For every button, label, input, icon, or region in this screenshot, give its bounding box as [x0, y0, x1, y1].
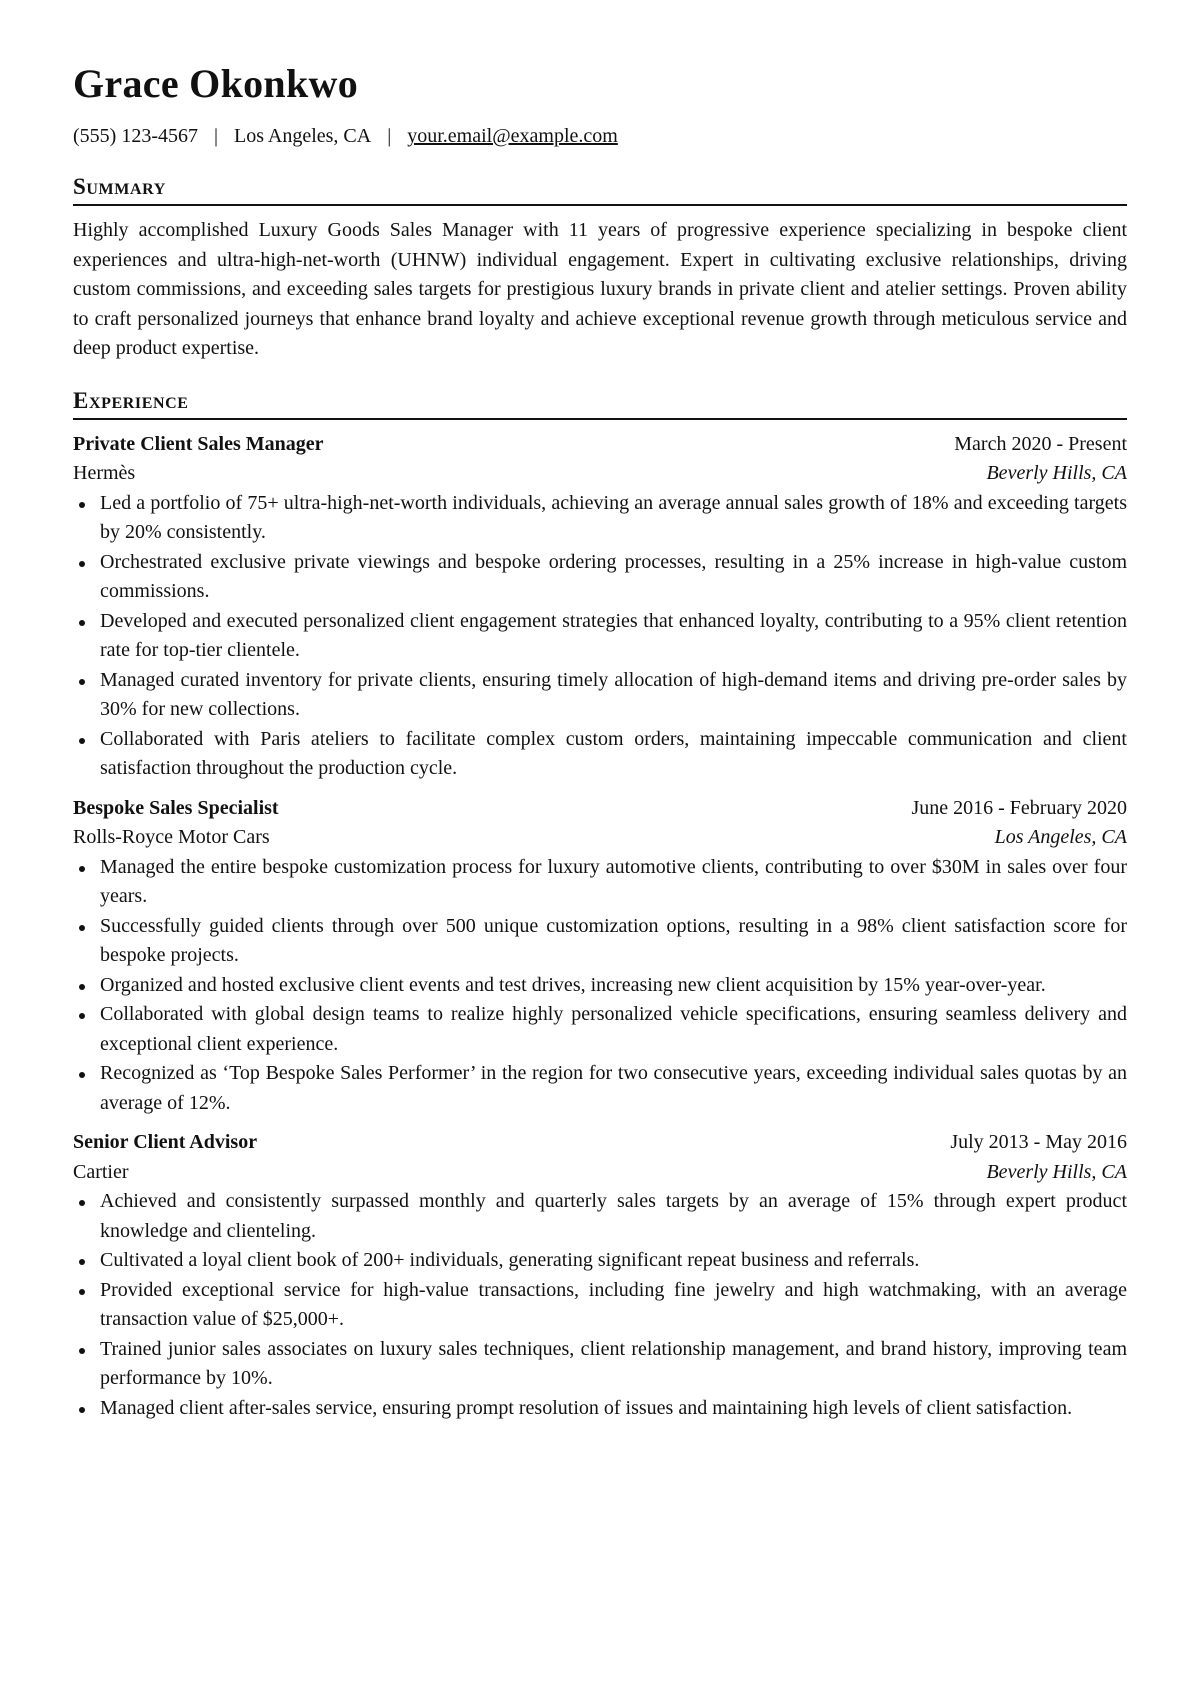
list-item	[73, 1394, 1127, 1424]
bullet-dot-icon	[79, 1407, 85, 1413]
bullet-dot-icon	[79, 1259, 85, 1265]
candidate-name: Grace Okonkwo	[73, 61, 359, 106]
list-item	[73, 548, 1127, 607]
bullet-text: Managed the entire bespoke customization process for luxury automotive clients, contributing to over $30M in sales over four years.	[100, 855, 1127, 907]
job-company-row	[73, 459, 1127, 489]
list-item	[73, 1276, 1127, 1335]
list-item	[73, 971, 1127, 1001]
bullet-dot-icon	[79, 502, 85, 508]
bullet-dot-icon	[79, 620, 85, 626]
job-dates: March 2020 - Present	[954, 432, 1127, 455]
experience-heading: Experience	[73, 386, 1127, 420]
job-dates: June 2016 - February 2020	[911, 796, 1127, 819]
list-item	[73, 607, 1127, 666]
job-location: Los Angeles, CA	[994, 826, 1127, 848]
bullet-text: Led a portfolio of 75+ ultra-high-net-worth individuals, achieving an average annual sales growth of 18% and exceeding targets by 20% consistently.	[100, 491, 1127, 543]
job-entry-cartier	[73, 1128, 1127, 1423]
bullet-dot-icon	[79, 1200, 85, 1206]
job-dates: July 2013 - May 2016	[950, 1131, 1127, 1153]
list-item	[73, 1187, 1127, 1246]
bullet-text: Collaborated with global design teams to realize highly personalized vehicle specifications, ensuring seamless delivery and exceptional client experience.	[100, 1003, 1127, 1055]
contact-separator: |	[387, 125, 392, 147]
job-header-row	[73, 430, 1127, 460]
job-company: Cartier	[73, 1160, 129, 1183]
bullet-dot-icon	[79, 1289, 85, 1295]
resume-page	[73, 56, 1127, 1423]
bullet-dot-icon	[79, 738, 85, 744]
bullet-text: Managed curated inventory for private clients, ensuring timely allocation of high-demand items and driving pre-order sales by 30% for new collections.	[100, 668, 1127, 720]
job-title: Bespoke Sales Specialist	[73, 796, 279, 819]
job-entry-rolls-royce	[73, 794, 1127, 1119]
contact-separator: |	[213, 125, 218, 147]
bullet-text: Achieved and consistently surpassed monthly and quarterly sales targets by an average of 15% through expert product knowledge and clienteling.	[100, 1190, 1127, 1242]
location-text: Los Angeles, CA	[234, 125, 372, 147]
contact-line	[73, 122, 1127, 150]
bullet-dot-icon	[79, 679, 85, 685]
job-entry-hermes	[73, 430, 1127, 784]
bullet-dot-icon	[79, 561, 85, 567]
bullet-dot-icon	[79, 984, 85, 990]
summary-heading: Summary	[73, 172, 1127, 206]
bullet-text: Trained junior sales associates on luxury sales techniques, client relationship management, and brand history, improving team performance by 10%.	[100, 1337, 1127, 1389]
job-bullet-list	[73, 489, 1127, 784]
bullet-text: Recognized as ‘Top Bespoke Sales Performer’ in the region for two consecutive years, exceeding individual sales quotas by an average of 12%.	[100, 1062, 1127, 1114]
bullet-dot-icon	[79, 866, 85, 872]
job-bullet-list	[73, 1187, 1127, 1423]
bullet-text: Orchestrated exclusive private viewings and bespoke ordering processes, resulting in a 25% increase in high-value custom commissions.	[100, 550, 1127, 602]
phone-number: (555) 123-4567	[73, 125, 198, 147]
job-location: Beverly Hills, CA	[986, 462, 1127, 484]
list-item	[73, 489, 1127, 548]
summary-text: Highly accomplished Luxury Goods Sales Manager with 11 years of progressive experience specializing in bespoke client experiences and ultra-high-net-worth (UHNW) individual engagement. Expert in cultivating exclusive relationships, driving custom commissions, and exceeding sales targets for prestigious luxury brands in private client and atelier settings. Proven ability to craft personalized journeys that enhance brand loyalty and achieve exceptional revenue growth through meticulous service and deep product expertise.	[73, 219, 1127, 359]
list-item	[73, 725, 1127, 784]
list-item	[73, 666, 1127, 725]
job-location: Beverly Hills, CA	[986, 1160, 1127, 1183]
bullet-text: Organized and hosted exclusive client events and test drives, increasing new client acquisition by 15% year-over-year.	[100, 973, 1046, 996]
job-header-row	[73, 1128, 1127, 1158]
job-company: Hermès	[73, 462, 136, 484]
job-company: Rolls-Royce Motor Cars	[73, 826, 270, 848]
job-title: Senior Client Advisor	[73, 1131, 258, 1153]
list-item	[73, 1335, 1127, 1394]
bullet-text: Developed and executed personalized client engagement strategies that enhanced loyalty, contributing to a 95% client retention rate for top-tier clientele.	[100, 609, 1127, 661]
list-item	[73, 1059, 1127, 1118]
bullet-text: Managed client after-sales service, ensuring prompt resolution of issues and maintaining high levels of client satisfaction.	[100, 1396, 1073, 1419]
bullet-text: Provided exceptional service for high-value transactions, including fine jewelry and high watchmaking, with an average transaction value of $25,000+.	[100, 1278, 1127, 1330]
list-item	[73, 1000, 1127, 1059]
list-item	[73, 853, 1127, 912]
list-item	[73, 912, 1127, 971]
job-bullet-list	[73, 853, 1127, 1119]
email-link[interactable]: your.email@example.com	[407, 125, 618, 147]
bullet-text: Collaborated with Paris ateliers to facilitate complex custom orders, maintaining impeccable communication and client satisfaction throughout the production cycle.	[100, 727, 1127, 779]
bullet-dot-icon	[79, 1013, 85, 1019]
bullet-dot-icon	[79, 1348, 85, 1354]
bullet-dot-icon	[79, 925, 85, 931]
job-company-row	[73, 1158, 1127, 1188]
bullet-text: Cultivated a loyal client book of 200+ individuals, generating significant repeat business and referrals.	[100, 1249, 920, 1271]
bullet-dot-icon	[79, 1072, 85, 1078]
list-item	[73, 1246, 1127, 1276]
job-header-row	[73, 794, 1127, 824]
job-company-row	[73, 823, 1127, 853]
job-title: Private Client Sales Manager	[73, 432, 324, 455]
bullet-text: Successfully guided clients through over 500 unique customization options, resulting in a 98% client satisfaction score for bespoke projects.	[100, 914, 1127, 966]
